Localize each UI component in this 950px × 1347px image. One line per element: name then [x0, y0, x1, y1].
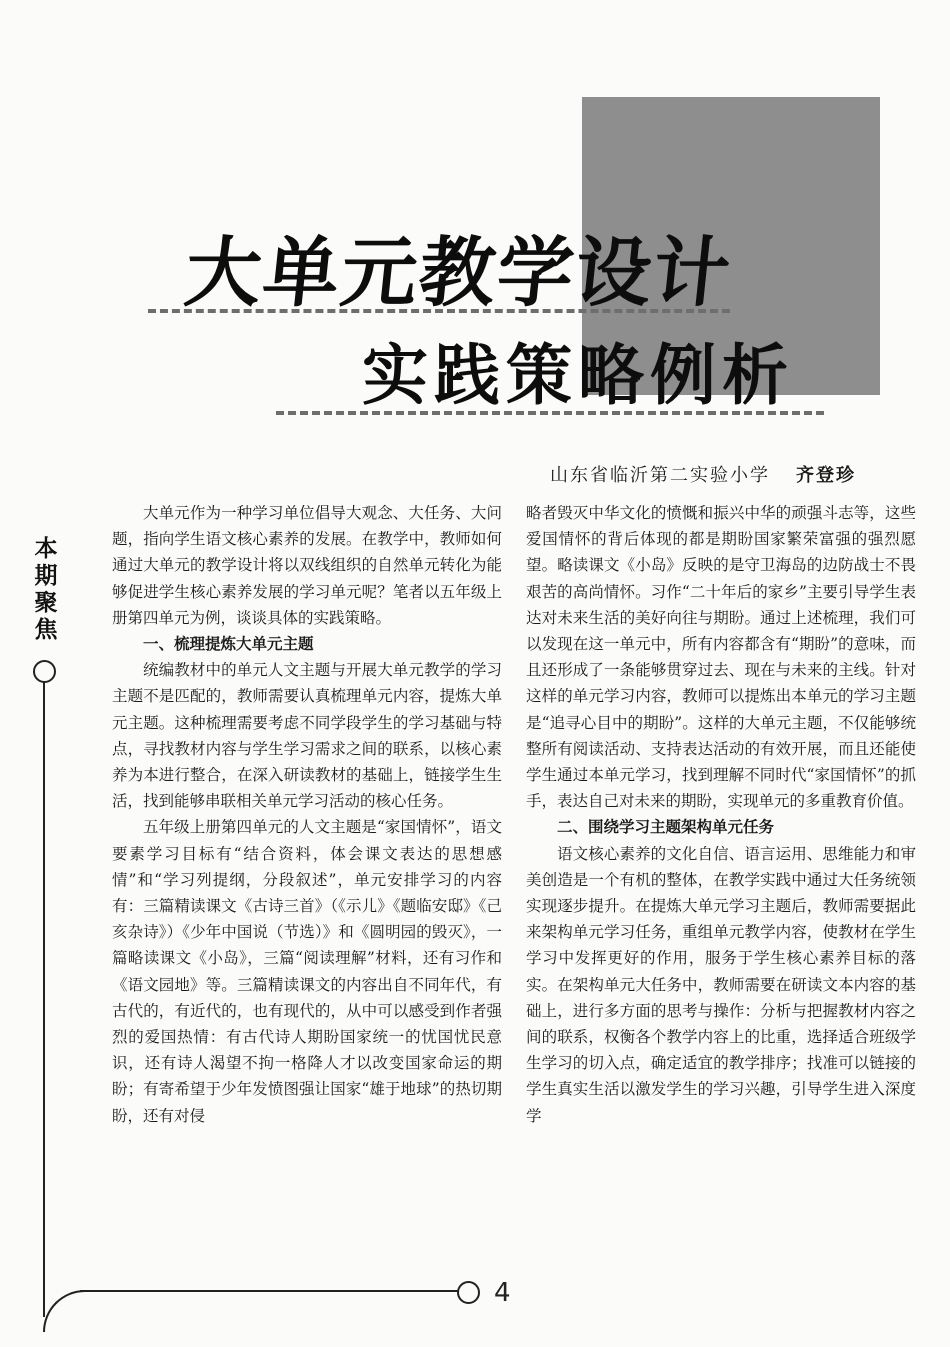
- title-divider-top: [148, 309, 730, 313]
- text-column-left: [112, 500, 502, 1129]
- decor-circle-top: [33, 660, 56, 683]
- intro-paragraph: 大单元作为一种学习单位倡导大观念、大任务、大问题，指向学生语文核心素养的发展。在教学中，教师如何通过大单元的教学设计将以双线组织的自然单元转化为能够促进学生核心素养发展的学习单元呢？笔者以五年级上册第四单元为例，谈谈具体的实践策略。: [112, 504, 502, 627]
- decor-vertical-line: [43, 681, 45, 1317]
- page-number: 4: [494, 1278, 511, 1308]
- author-name: 齐登珍: [796, 465, 856, 486]
- section-1-paragraph-2-continued: 略者毁灭中华文化的愤慨和振兴中华的顽强斗志等，这些爱国情怀的背后体现的都是期盼国家繁荣富强的强烈愿望。略读课文《小岛》反映的是守卫海岛的边防战士不畏艰苦的高尚情怀。习作“二十年后的家乡”主要引导学生表达对未来生活的美好向往与期盼。通过上述梳理，我们可以发现在这一单元中，所有内容都含有“期盼”的意味，而且还形成了一条能够贯穿过去、现在与未来的主线。针对这样的单元学习内容，教师可以提炼出本单元的学习主题是“追寻心目中的期盼”。这样的大单元主题，不仅能够统整所有阅读活动、支持表达活动的有效开展，而且还能使学生通过本单元学习，找到理解不同时代“家国情怀”的抓手，表达自己对未来的期盼，实现单元的多重教育价值。: [526, 504, 916, 811]
- section-2-paragraph-1: 语文核心素养的文化自信、语言运用、思维能力和审美创造是一个有机的整体，在教学实践中通过大任务统领实现逐步提升。在提炼大单元学习主题后，教师需要据此来架构单元学习任务，重组单元教学内容，使教材在学生学习中发挥更好的作用，服务于学生核心素养目标的落实。在架构单元大任务中，教师需要在研读文本内容的基础上，进行多方面的思考与操作：分析与把握教材内容之间的联系，权衡各个教学内容上的比重，选择适合班级学生学习的切入点，确定适宜的教学排序；找准可以链接的学生真实生活以激发学生的学习兴趣，引导学生进入深度学: [526, 844, 916, 1125]
- section-2-heading: 二、围绕学习主题架构单元任务: [557, 818, 775, 837]
- article-title-line-1: 大单元教学设计: [180, 228, 737, 317]
- section-1-heading: 一、梳理提炼大单元主题: [143, 635, 314, 654]
- byline: [550, 461, 856, 487]
- section-1-paragraph-2: 五年级上册第四单元的人文主题是“家国情怀”，语文要素学习目标有“结合资料，体会课文表达的思想感情”和“学习列提纲，分段叙述”，单元安排学习的内容有：三篇精读课文《古诗三首》（《示儿》《题临安邸》《己亥杂诗》）《少年中国说（节选）》和《圆明园的毁灭》，一篇略读课文《小岛》，三篇“阅读理解”材料，还有习作和《语文园地》等。三篇精读课文的内容出自不同年代，有古代的，有近代的，也有现代的，从中可以感受到作者强烈的爱国热情：有古代诗人期盼国家统一的忧国忧民意识，还有诗人渴望不拘一格降人才以改变国家命运的期盼；有寄希望于少年发愤图强让国家“雄于地球”的热切期盼，还有对侵: [112, 818, 502, 1125]
- decor-circle-bottom: [457, 1281, 480, 1304]
- school-name: 山东省临沂第二实验小学: [550, 465, 770, 486]
- decor-horizontal-line: [80, 1290, 458, 1292]
- text-column-right: [526, 500, 916, 1129]
- section-label: 本期聚焦: [34, 536, 58, 643]
- article-title-line-2: 实践策略例析: [362, 337, 794, 414]
- title-divider-bottom: [276, 411, 824, 415]
- decor-corner-curve: [43, 1290, 95, 1332]
- section-1-paragraph-1: 统编教材中的单元人文主题与开展大单元教学的学习主题不是匹配的，教师需要认真梳理单元内容，提炼大单元主题。这种梳理需要考虑不同学段学生的学习基础与特点，寻找教材内容与学生学习需求之间的联系，以核心素养为本进行整合，在深入研读教材的基础上，链接学生生活，找到能够串联相关单元学习活动的核心任务。: [112, 661, 502, 811]
